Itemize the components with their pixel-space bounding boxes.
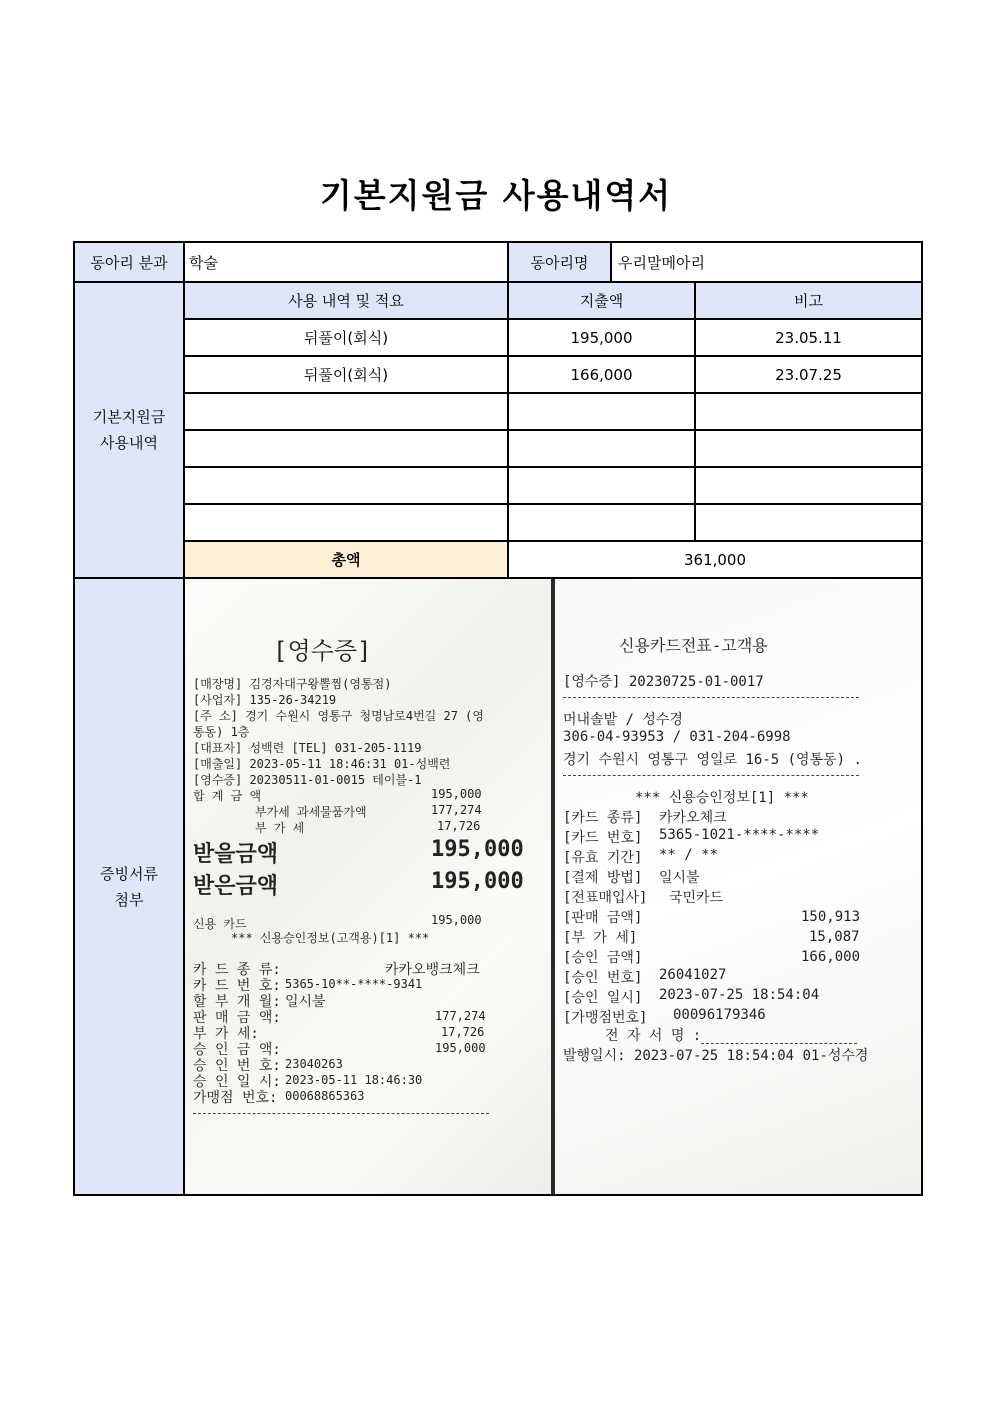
evidence-label-line1: 증빙서류 [100, 864, 158, 883]
header-row [74, 242, 922, 282]
row-desc: 뒤풀이(회식) [184, 319, 508, 356]
receipt1-vat-value: 17,726 [437, 819, 481, 833]
receipt1-value: 195,000 [435, 1041, 486, 1055]
column-header-desc: 사용 내역 및 적요 [184, 282, 508, 319]
receipt2-value: ** / ** [659, 847, 719, 863]
receipt2-key: [유효 기간] [563, 850, 643, 866]
row-desc [184, 467, 508, 504]
table-row [74, 356, 922, 393]
receipt1-line: 통동) 1층 [193, 725, 250, 739]
receipt1-sum-label: 합 계 금 액 [193, 789, 262, 803]
receipt2-key: [판매 금액] [563, 910, 643, 926]
receipt1-taxable-label: 부가세 과세물품가액 [255, 805, 367, 819]
receipt2-line: 306-04-93953 / 031-204-6998 [563, 729, 791, 745]
receipt1-key: 승 인 번 호: [193, 1058, 281, 1074]
receipt2-key: [승인 일시] [563, 990, 643, 1006]
receipt1-card-label: 신용 카드 [193, 917, 247, 931]
club-category-label: 동아리 분과 [74, 242, 184, 282]
receipt1-key: 가맹점 번호: [193, 1090, 278, 1106]
receipt1-due-value: 195,000 [431, 837, 524, 862]
row-note [695, 504, 922, 541]
receipt2-issued: 발행일시: 2023-07-25 18:54:04 01-성수경 [563, 1048, 869, 1064]
receipt2-key: [부 가 세] [563, 930, 638, 946]
receipt2-value: 2023-07-25 18:54:04 [659, 987, 820, 1003]
receipt2-value: 5365-1021-****-**** [659, 827, 820, 843]
row-desc: 뒤풀이(회식) [184, 356, 508, 393]
document-title: 기본지원금 사용내역서 [319, 176, 673, 215]
row-desc [184, 393, 508, 430]
receipt1-line: [영수증] 20230511-01-0015 테이블-1 [193, 773, 422, 787]
club-category-value: 학술 [184, 242, 508, 282]
receipt2-divider [563, 775, 859, 776]
usage-section-label-line1: 기본지원금 [92, 408, 166, 426]
receipt2-key: [가맹점번호] [563, 1010, 648, 1026]
row-note [695, 393, 922, 430]
row-amount: 195,000 [508, 319, 695, 356]
table-row [74, 467, 922, 504]
receipt2-sign-line [701, 1043, 857, 1044]
usage-section-label [74, 282, 184, 578]
club-name-value: 우리말메아리 [618, 253, 705, 272]
receipt2-value: 166,000 [801, 949, 861, 965]
receipt1-line: [매장명] 김경자대구왕뽈찜(영통점) [193, 677, 392, 691]
usage-report-table [73, 241, 923, 1196]
column-header-row [74, 282, 922, 319]
total-label: 총액 [184, 541, 508, 578]
receipt2-line: [영수증] 20230725-01-0017 [563, 674, 764, 690]
receipt1-key: 카 드 번 호: [193, 978, 281, 994]
receipt1-approval-header: *** 신용승인정보(고객용)[1] *** [231, 931, 430, 945]
receipt1-key: 판 매 금 액: [193, 1010, 281, 1026]
row-amount [508, 504, 695, 541]
row-note [695, 430, 922, 467]
receipt2-line: 머내솔밭 / 성수경 [563, 712, 683, 728]
receipt2-value: 26041027 [659, 967, 727, 983]
table-row [74, 504, 922, 541]
row-amount [508, 430, 695, 467]
receipt1-value: 17,726 [441, 1025, 485, 1039]
receipt1-value: 23040263 [285, 1057, 343, 1071]
receipt2-key: [승인 번호] [563, 970, 643, 986]
receipt2-value: 카카오체크 [659, 810, 727, 826]
receipt2-key: [승인 금액] [563, 950, 643, 966]
receipt1-line: [주 소] 경기 수원시 영통구 청명남로4번길 27 (영 [193, 709, 484, 723]
receipt1-key: 할 부 개 월: [193, 994, 281, 1010]
receipt1-key: 카 드 종 류: [193, 962, 281, 978]
evidence-images [184, 578, 922, 1195]
receipt2-approval-header: *** 신용승인정보[1] *** [635, 790, 809, 806]
receipt1-recv-label: 받은금액 [193, 874, 279, 899]
row-amount [508, 467, 695, 504]
row-note: 23.07.25 [695, 356, 922, 393]
receipt1-value: 2023-05-11 18:46:30 [285, 1073, 423, 1087]
row-amount [508, 393, 695, 430]
receipt2-title: 신용카드전표-고객용 [619, 636, 768, 655]
receipt2-sign-label: 전 자 서 명 : [605, 1028, 702, 1044]
receipt-image-1 [185, 579, 551, 1194]
receipt2-value: 15,087 [809, 929, 860, 945]
table-row [74, 319, 922, 356]
evidence-row [74, 578, 922, 1195]
receipt2-value: 150,913 [801, 909, 861, 925]
row-note [695, 467, 922, 504]
club-name-label: 동아리명 [509, 243, 612, 281]
column-header-amount: 지출액 [508, 282, 695, 319]
receipt1-card-value: 195,000 [431, 913, 482, 927]
receipt2-key: [결제 방법] [563, 870, 643, 886]
receipt1-line: [사업자] 135-26-34219 [193, 693, 337, 707]
receipt2-key: [전표매입사] [563, 890, 648, 906]
total-row [74, 541, 922, 578]
receipt1-value: 177,274 [435, 1009, 486, 1023]
evidence-label [74, 578, 184, 1195]
table-row [74, 393, 922, 430]
receipt1-line: [매출일] 2023-05-11 18:46:31 01-성백련 [193, 757, 451, 771]
receipt1-vat-label: 부 가 세 [255, 821, 305, 835]
receipt2-line: 경기 수원시 영통구 영일로 16-5 (영통동) . [563, 752, 862, 768]
receipt2-value: 국민카드 [669, 890, 724, 906]
table-row [74, 430, 922, 467]
receipt1-due-label: 받을금액 [193, 842, 279, 867]
receipt1-key: 승 인 금 액: [193, 1042, 281, 1058]
receipt2-key: [카드 종류] [563, 810, 643, 826]
receipt2-value: 00096179346 [673, 1007, 766, 1023]
receipt1-key: 승 인 일 시: [193, 1074, 281, 1090]
receipt1-value: 5365-10**-****-9341 [285, 977, 423, 991]
receipt2-value: 일시불 [659, 870, 700, 886]
receipt2-key: [카드 번호] [563, 830, 643, 846]
receipt1-divider [193, 1113, 489, 1114]
receipt1-value: 일시불 [285, 994, 326, 1010]
row-desc [184, 430, 508, 467]
column-header-note: 비고 [695, 282, 922, 319]
receipt-image-2 [555, 579, 921, 1194]
total-value: 361,000 [508, 541, 922, 578]
usage-section-label-line2: 사용내역 [100, 434, 158, 452]
receipt1-value: 카카오뱅크체크 [385, 962, 480, 978]
receipt1-recv-value: 195,000 [431, 869, 524, 894]
row-note: 23.05.11 [695, 319, 922, 356]
receipt1-line: [대표자] 성백련 [TEL] 031-205-1119 [193, 741, 422, 755]
receipt1-sum-value: 195,000 [431, 787, 482, 801]
receipt1-taxable-value: 177,274 [431, 803, 482, 817]
receipt1-value: 00068865363 [285, 1089, 365, 1103]
evidence-label-line2: 첨부 [114, 890, 144, 909]
row-desc [184, 504, 508, 541]
receipt2-divider [563, 697, 859, 698]
receipt1-title: [영수증] [273, 637, 372, 665]
receipt1-key: 부 가 세: [193, 1026, 259, 1042]
row-amount: 166,000 [508, 356, 695, 393]
